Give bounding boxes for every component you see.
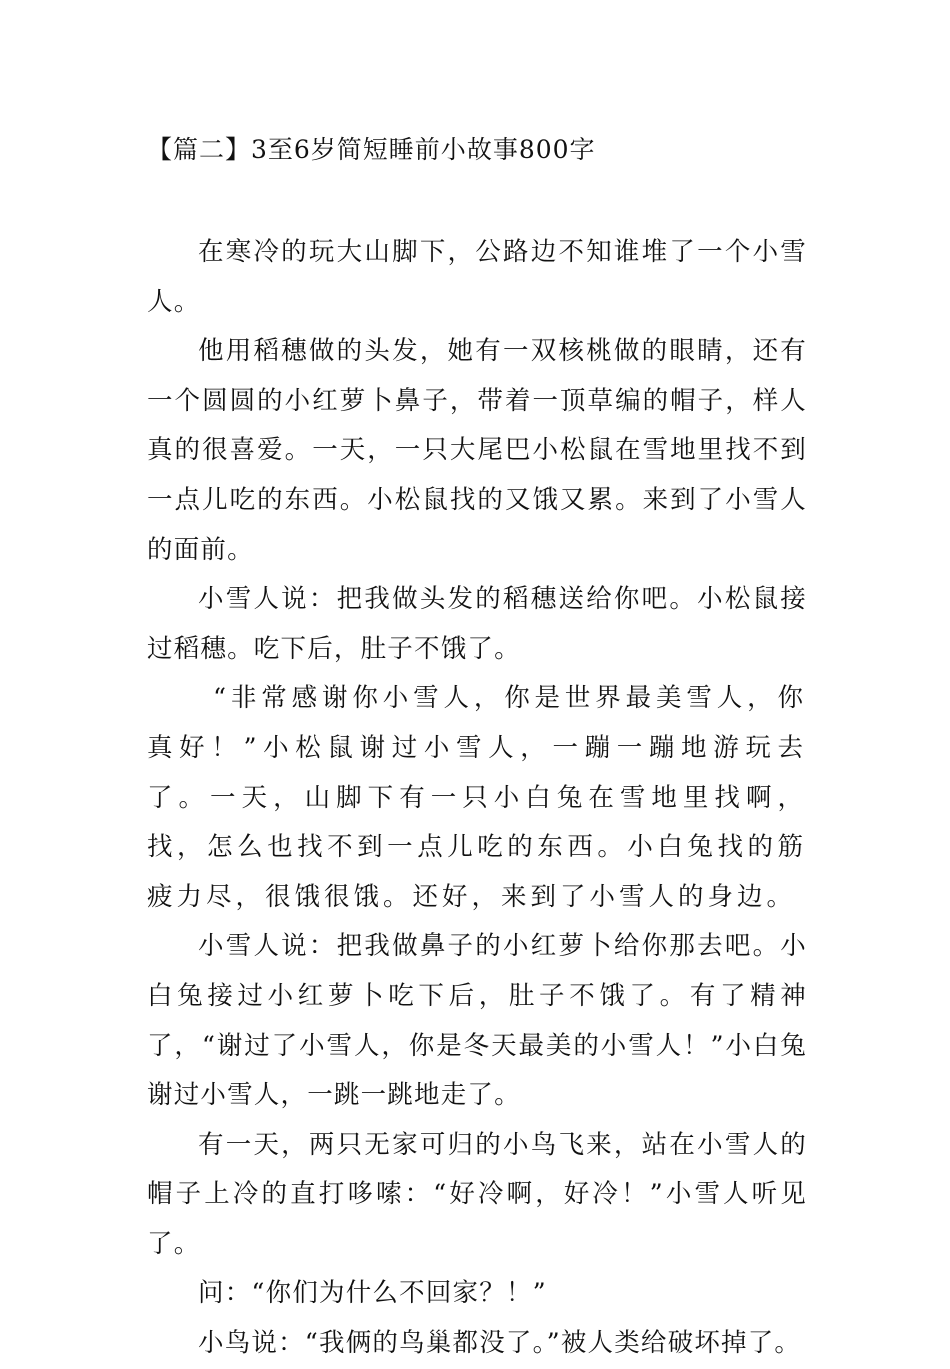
paragraph: 在寒冷的玩大山脚下，公路边不知谁堆了一个小雪人。 xyxy=(147,237,807,317)
paragraph: 他用稻穗做的头发，她有一双核桃做的眼睛，还有一个圆圆的小红萝卜鼻子，带着一顶草编的帽子，样人真的很喜爱。一天，一只大尾巴小松鼠在雪地里找不到一点儿吃的东西。小松鼠找的又饿又累。来到了小雪人的面前。 xyxy=(147,336,807,565)
paragraph: 小雪人说：把我做头发的稻穗送给你吧。小松鼠接过稻穗。吃下后，肚子不饿了。 xyxy=(147,584,807,664)
paragraph: “非常感谢你小雪人，你是世界最美雪人，你真好！”小松鼠谢过小雪人，一蹦一蹦地游玩去了。一天，山脚下有一只小白兔在雪地里找啊，找，怎么也找不到一点儿吃的东西。小白兔找的筋疲力尽，很饿很饿。还好，来到了小雪人的身边。 xyxy=(147,683,807,912)
document-body xyxy=(147,228,807,1369)
paragraph: 有一天，两只无家可归的小鸟飞来，站在小雪人的帽子上冷的直打哆嗦：“好冷啊，好冷！”小雪人听见了。 xyxy=(147,1129,807,1259)
document-title: 【篇二】3至6岁简短睡前小故事800字 xyxy=(147,135,596,164)
paragraph: 问：“你们为什么不回家？！” xyxy=(198,1278,547,1309)
paragraph: 小鸟说：“我俩的鸟巢都没了。”被人类给破坏掉了。 xyxy=(198,1328,802,1359)
paragraph: 小雪人说：把我做鼻子的小红萝卜给你那去吧。小白兔接过小红萝卜吃下后，肚子不饿了。有了精神了，“谢过了小雪人，你是冬天最美的小雪人！”小白兔谢过小雪人，一跳一跳地走了。 xyxy=(147,931,807,1111)
